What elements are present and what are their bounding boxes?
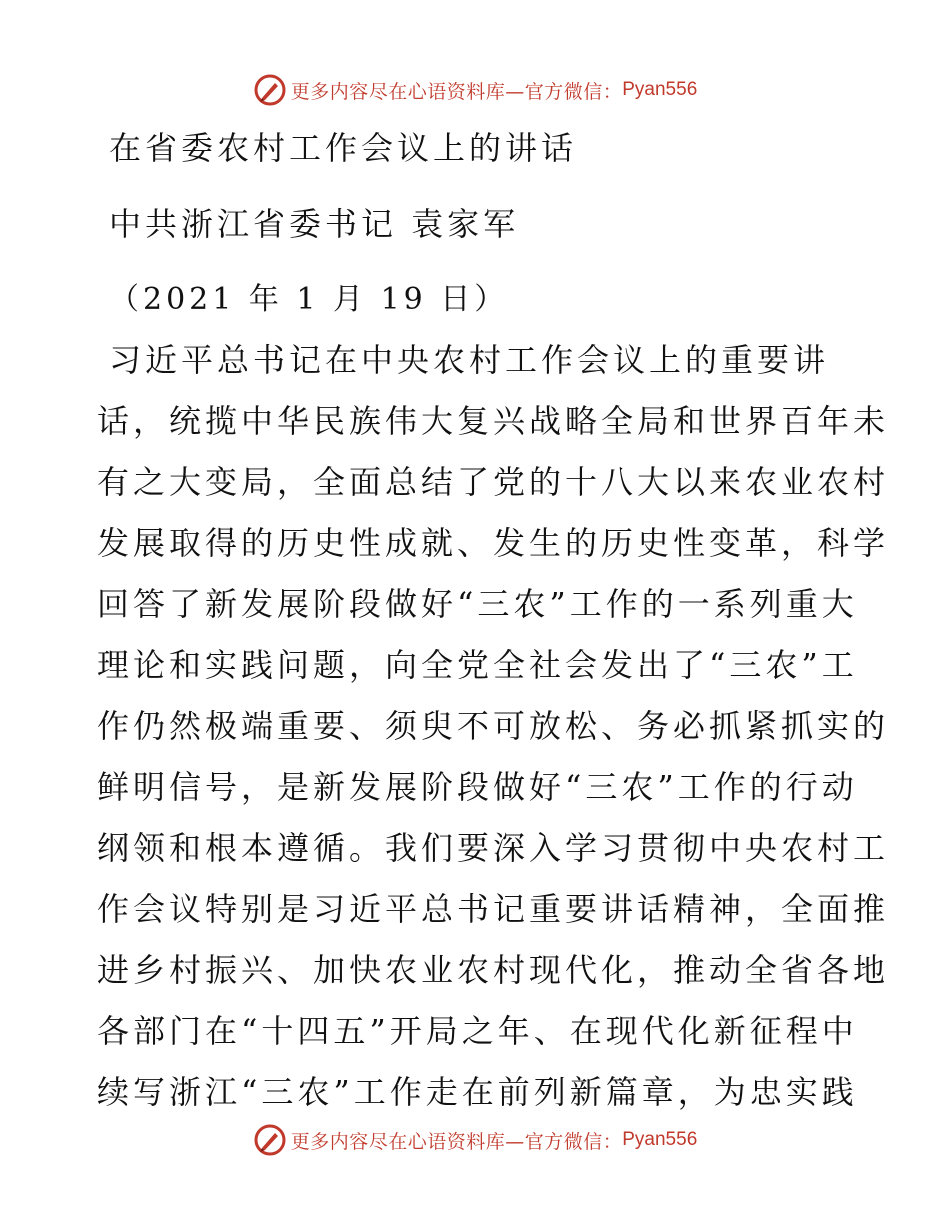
watermark-footer [0,1120,950,1160]
text-line: 话，统揽中华民族伟大复兴战略全局和世界百年未 [97,402,890,440]
text-line: 回答了新发展阶段做好“三农”工作的一系列重大 [97,585,858,623]
paragraph [97,341,890,1111]
document-body [97,118,890,1135]
text-line: 有之大变局，全面总结了党的十八大以来农业农村 [97,463,890,501]
watermark-text: 更多内容尽在心语资料库—官方微信： [290,80,623,103]
text-line: 习近平总书记在中央农村工作会议上的重要讲 [109,341,830,379]
pen-logo-icon [253,1123,287,1157]
text-line: 续写浙江“三农”工作走在前列新篇章，为忠实践 [97,1073,858,1111]
text-line: 鲜明信号，是新发展阶段做好“三农”工作的行动 [97,768,858,806]
text-line: 进乡村振兴、加快农业农村现代化，推动全省各地 [97,951,890,989]
pen-logo-icon [253,73,287,107]
text-line: 发展取得的历史性成就、发生的历史性变革，科学 [97,524,890,562]
document-date: （2021 年 1 月 19 日） [109,282,509,317]
text-line: 各部门在“十四五”开局之年、在现代化新征程中 [97,1012,858,1050]
text-line: 作会议特别是习近平总书记重要讲话精神，全面推 [97,890,890,928]
text-line: 理论和实践问题，向全党全社会发出了“三农”工 [97,646,858,684]
text-line: 纲领和根本遵循。我们要深入学习贯彻中央农村工 [97,829,890,867]
watermark-header [0,70,950,110]
document-author: 中共浙江省委书记 袁家军 [109,205,520,243]
document-title: 在省委农村工作会议上的讲话 [109,129,578,167]
watermark-handle: Pyan556 [622,1129,698,1150]
watermark-text: 更多内容尽在心语资料库—官方微信： [290,1130,623,1153]
watermark-handle: Pyan556 [622,79,698,100]
text-line: 作仍然极端重要、须臾不可放松、务必抓紧抓实的 [97,707,890,745]
